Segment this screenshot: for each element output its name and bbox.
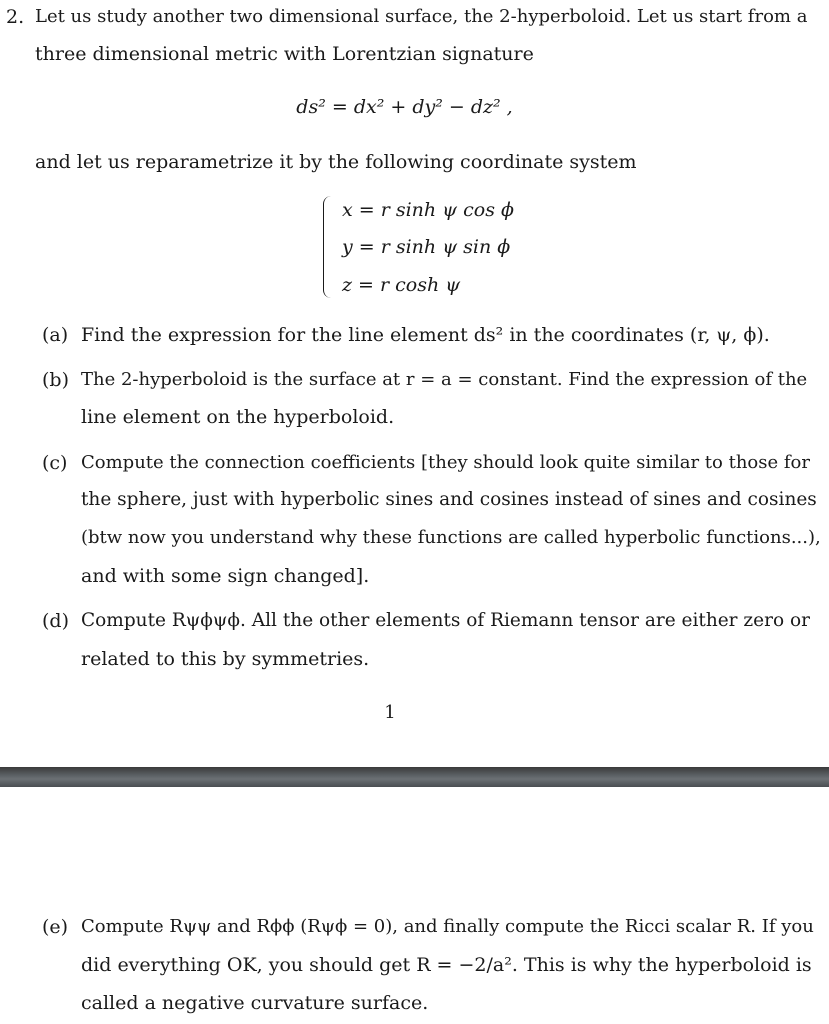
item-b-label: (b) — [42, 369, 69, 391]
item-a-line-1: Find the expression for the line element ds² in the coordinates (r, ψ, ϕ). — [81, 324, 770, 346]
item-d-line-2: related to this by symmetries. — [81, 648, 370, 670]
intro-line-1: Let us study another two dimensional surface, the 2-hyperboloid. Let us start from a — [35, 6, 808, 27]
item-d-line-1: Compute Rψϕψϕ. All the other elements of Riemann tensor are either zero or — [81, 610, 810, 631]
item-e-label: (e) — [42, 916, 69, 938]
item-c-line-3: (btw now you understand why these functions are called hyperbolic functions...), — [81, 527, 821, 548]
reparam-text: and let us reparametrize it by the following coordinate system — [35, 151, 637, 173]
item-c-line-4: and with some sign changed]. — [81, 565, 370, 587]
page-number: 1 — [384, 702, 396, 723]
item-b-line-2: line element on the hyperboloid. — [81, 406, 395, 428]
item-d-label: (d) — [42, 610, 69, 632]
coord-z: z = r cosh ψ — [342, 274, 461, 296]
page-separator — [0, 767, 829, 787]
item-e-line-1: Compute Rψψ and Rϕϕ (Rψϕ = 0), and finally compute the Ricci scalar R. If you — [81, 916, 814, 937]
item-e-line-2: did everything OK, you should get R = −2/a². This is why the hyperboloid is — [81, 954, 812, 976]
item-b-line-1: The 2-hyperboloid is the surface at r = a = constant. Find the expression of the — [81, 369, 808, 390]
item-c-line-1: Compute the connection coefficients [they should look quite similar to those for — [81, 452, 810, 473]
system-brace — [323, 196, 334, 298]
item-a-label: (a) — [42, 324, 69, 346]
item-c-line-2: the sphere, just with hyperbolic sines and cosines instead of sines and cosines — [81, 489, 817, 510]
metric-equation: ds² = dx² + dy² − dz² , — [296, 96, 513, 118]
coord-y: y = r sinh ψ sin ϕ — [342, 236, 511, 258]
problem-number: 2. — [6, 6, 25, 28]
intro-line-2: three dimensional metric with Lorentzian signature — [35, 43, 534, 65]
coord-x: x = r sinh ψ cos ϕ — [342, 199, 514, 221]
item-e-line-3: called a negative curvature surface. — [81, 992, 429, 1014]
item-c-label: (c) — [42, 452, 68, 474]
